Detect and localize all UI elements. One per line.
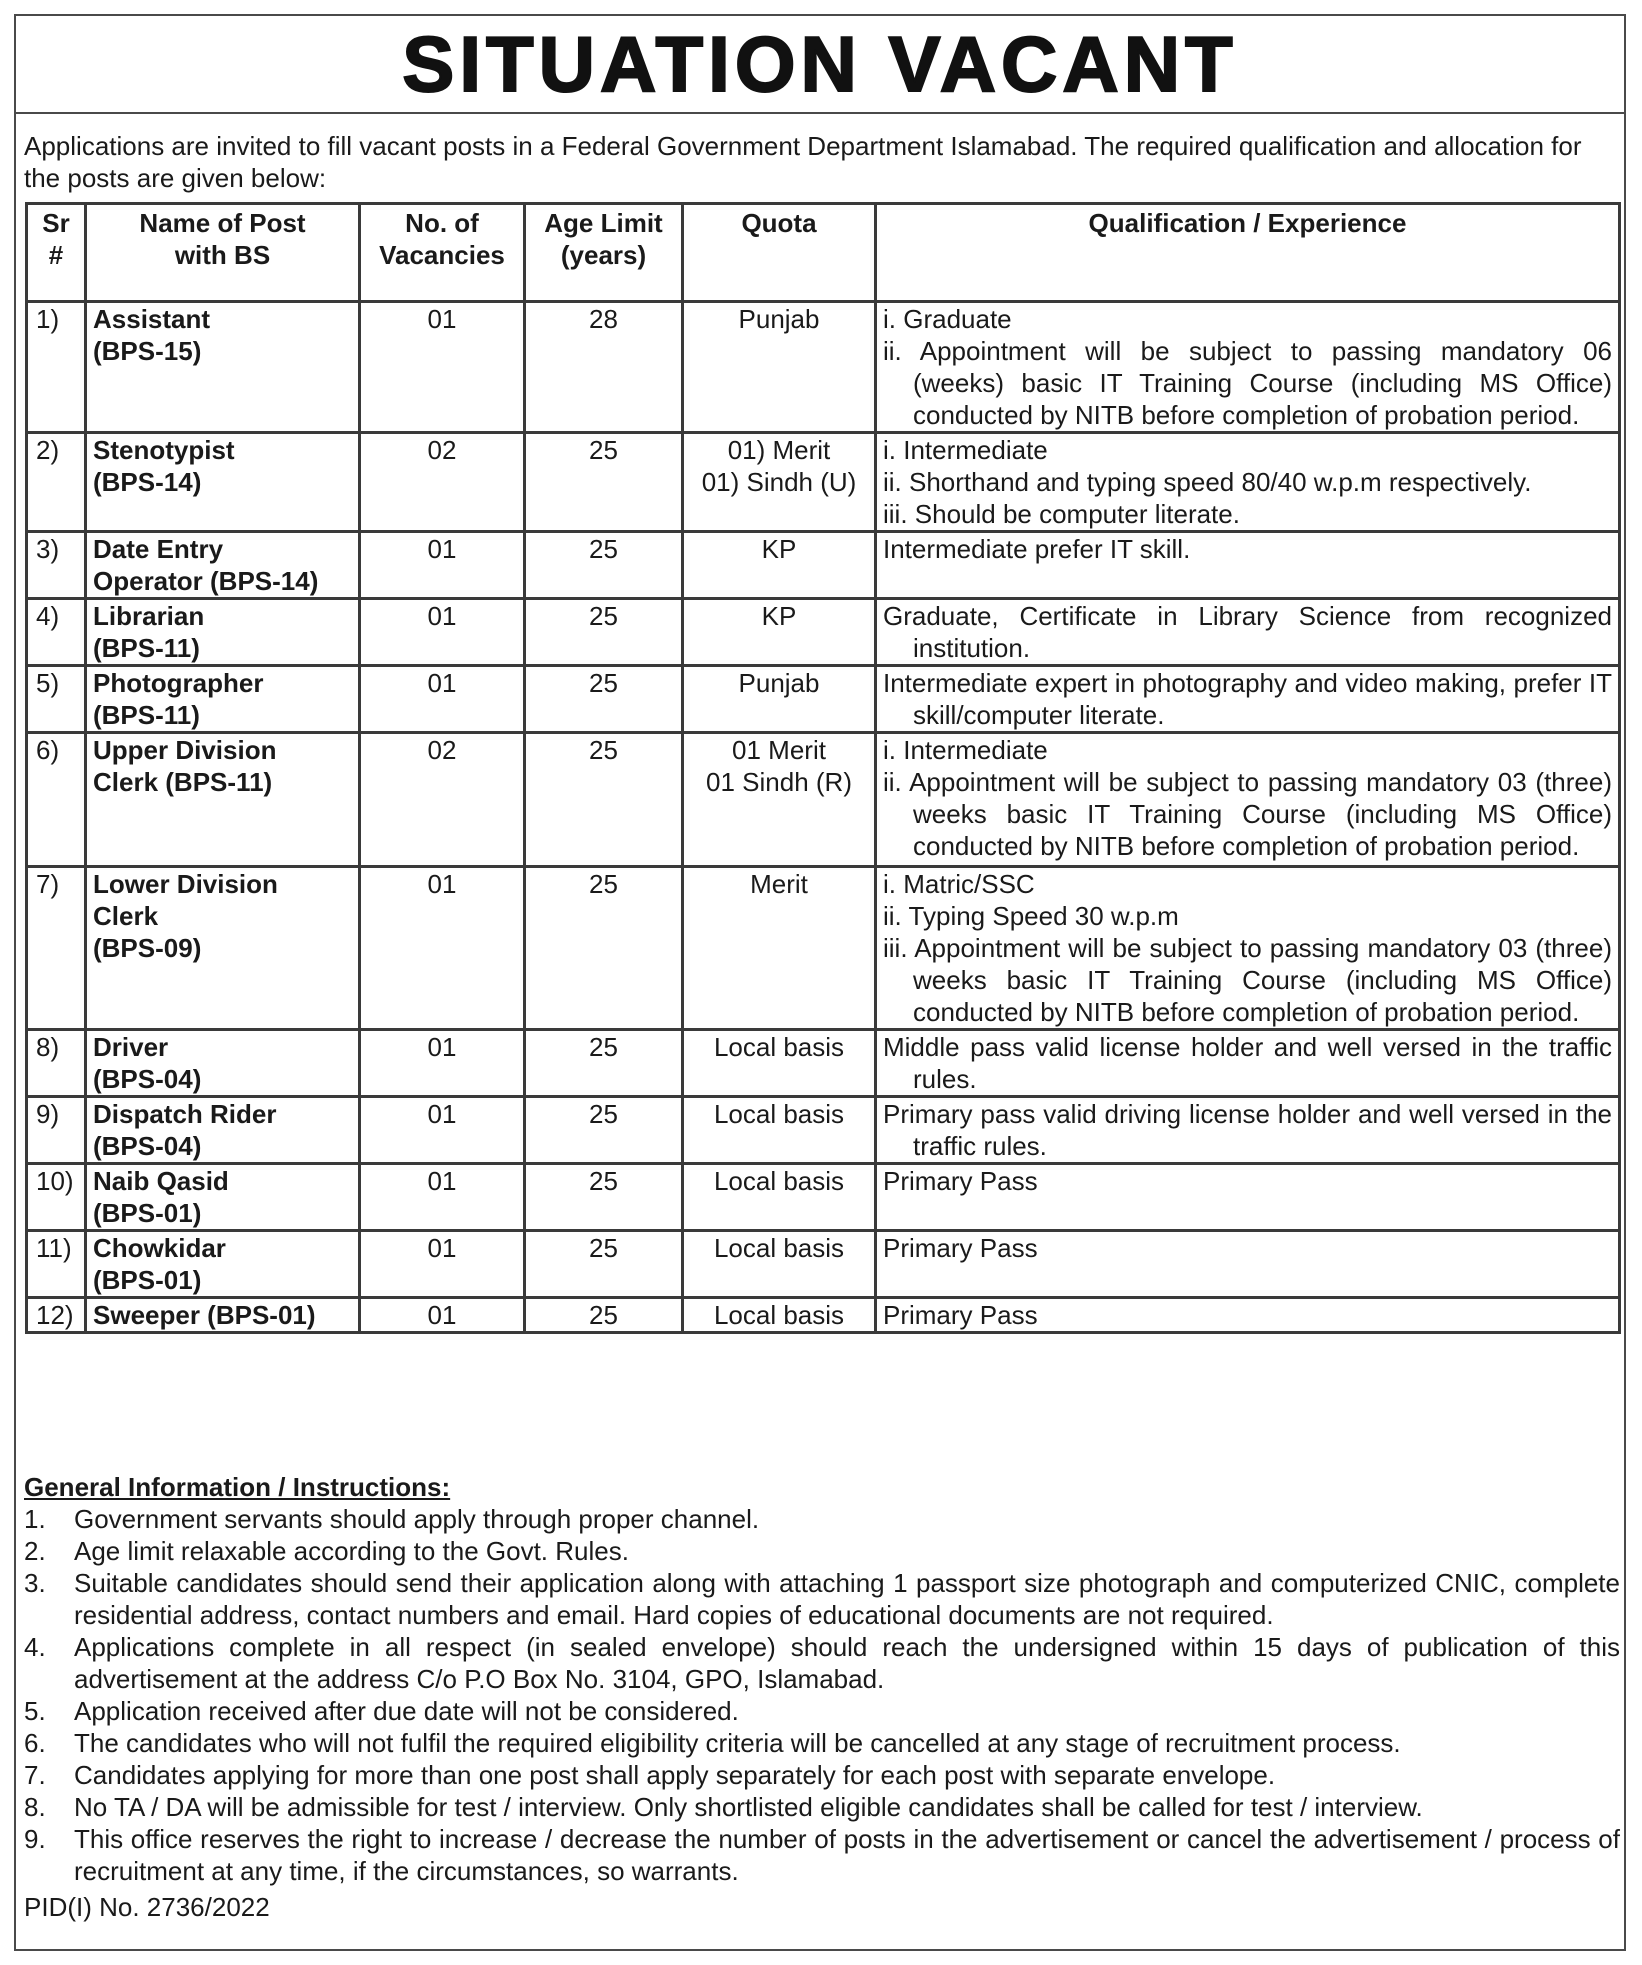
cell-qualification (876, 1164, 1620, 1231)
cell-qualification (876, 1097, 1620, 1164)
cell-vacancies: 02 (360, 733, 525, 867)
post-name-line: (BPS-15) (93, 336, 202, 366)
quota-line: 01 Sindh (R) (706, 767, 852, 797)
cell-sr: 11) (27, 1231, 86, 1298)
cell-qualification (876, 302, 1620, 433)
cell-vacancies: 01 (360, 1030, 525, 1097)
cell-quota (683, 1030, 876, 1097)
cell-qualification (876, 1030, 1620, 1097)
cell-vacancies: 01 (360, 1298, 525, 1333)
title-box (16, 16, 1624, 114)
post-name-line: Operator (BPS-14) (93, 566, 319, 596)
cell-vacancies: 01 (360, 599, 525, 666)
vacancies-table (25, 202, 1621, 1334)
intro-paragraph: Applications are invited to fill vacant posts in a Federal Government Department Islamabad. The required qualification and allocation for the posts are given below: (24, 131, 1582, 193)
quota-line: Local basis (713, 1099, 845, 1129)
post-name-line: (BPS-01) (93, 1265, 202, 1295)
cell-vacancies: 01 (360, 1097, 525, 1164)
cell-qualification (876, 1231, 1620, 1298)
cell-post-name (86, 1030, 360, 1097)
cell-sr: 1) (27, 302, 86, 433)
header-name (86, 204, 360, 302)
page-title: SITUATION VACANT (402, 20, 1238, 108)
cell-qualification (876, 532, 1620, 599)
cell-quota (683, 666, 876, 733)
instruction-item (24, 1567, 1620, 1631)
cell-post-name (86, 666, 360, 733)
post-name-line: (BPS-11) (93, 633, 200, 663)
quota-line: Punjab (738, 304, 820, 334)
cell-age-limit: 25 (525, 1164, 683, 1231)
instruction-number: 1. (24, 1504, 46, 1534)
table-header-row (27, 204, 1620, 302)
quota-line: 01) Sindh (U) (701, 467, 857, 497)
post-name-line: Assistant (93, 304, 211, 334)
cell-post-name (86, 867, 360, 1030)
cell-sr: 12) (27, 1298, 86, 1333)
cell-vacancies: 01 (360, 666, 525, 733)
cell-quota (683, 599, 876, 666)
post-name-line: Photographer (93, 668, 264, 698)
qualification-line: i. Matric/SSC (883, 869, 1035, 899)
instruction-item (24, 1823, 1620, 1887)
header-vacancies (360, 204, 525, 302)
instruction-text: Applications complete in all respect (in sealed envelope) should reach the undersigned within 15 days of publication of this advertisement at the address C/o P.O Box No. 3104, GPO, Islamabad. (74, 1632, 1620, 1694)
instructions-list (24, 1503, 1620, 1887)
pid-number: PID(I) No. 2736/2022 (24, 1892, 270, 1922)
instruction-number: 9. (24, 1824, 46, 1854)
cell-age-limit: 25 (525, 733, 683, 867)
table-row (27, 599, 1620, 666)
cell-sr: 7) (27, 867, 86, 1030)
table-row (27, 733, 1620, 867)
table-row (27, 666, 1620, 733)
instruction-item (24, 1503, 1620, 1535)
cell-sr: 2) (27, 433, 86, 532)
instruction-number: 2. (24, 1536, 46, 1566)
header-qualification: Qualification / Experience (876, 204, 1620, 302)
quota-line: KP (761, 534, 797, 564)
cell-quota (683, 867, 876, 1030)
cell-qualification (876, 433, 1620, 532)
cell-quota (683, 1231, 876, 1298)
cell-vacancies: 01 (360, 867, 525, 1030)
post-name-line: Dispatch Rider (93, 1099, 277, 1129)
quota-line: 01 Merit (732, 735, 826, 765)
qualification-line: ii. Appointment will be subject to passing mandatory 03 (three) weeks basic IT Training Course (including MS Office) conducted by NITB before completion of probation period. (883, 767, 1612, 861)
cell-vacancies: 01 (360, 532, 525, 599)
table-row (27, 1164, 1620, 1231)
post-name-line: Chowkidar (93, 1233, 226, 1263)
cell-sr: 9) (27, 1097, 86, 1164)
qualification-line: Primary pass valid driving license holder and well versed in the traffic rules. (883, 1099, 1612, 1161)
post-name-line: Upper Division (93, 735, 277, 765)
header-quota: Quota (683, 204, 876, 302)
post-name-line: Date Entry (93, 534, 224, 564)
qualification-line: Primary Pass (883, 1233, 1038, 1263)
quota-line: Local basis (713, 1032, 845, 1062)
cell-quota (683, 733, 876, 867)
instruction-text: Candidates applying for more than one post shall apply separately for each post with separate envelope. (74, 1760, 1276, 1790)
cell-quota (683, 1298, 876, 1333)
post-name-line: Sweeper (BPS-01) (93, 1300, 316, 1330)
qualification-line: Primary Pass (883, 1166, 1038, 1196)
instruction-number: 7. (24, 1760, 46, 1790)
post-name-line: (BPS-04) (93, 1131, 202, 1161)
header-vacancies-line: No. of (405, 208, 479, 238)
cell-qualification (876, 666, 1620, 733)
cell-qualification (876, 1298, 1620, 1333)
post-name-line: (BPS-01) (93, 1198, 202, 1228)
instruction-number: 3. (24, 1568, 46, 1598)
cell-age-limit: 25 (525, 433, 683, 532)
cell-age-limit: 25 (525, 1097, 683, 1164)
qualification-line: ii. Shorthand and typing speed 80/40 w.p.m respectively. (883, 467, 1532, 497)
instruction-number: 8. (24, 1792, 46, 1822)
header-age-line: Age Limit (544, 208, 663, 238)
cell-sr: 10) (27, 1164, 86, 1231)
header-vacancies-line: Vacancies (379, 240, 505, 270)
instruction-text: Application received after due date will not be considered. (74, 1696, 739, 1726)
instruction-number: 6. (24, 1728, 46, 1758)
table-row (27, 302, 1620, 433)
cell-qualification (876, 733, 1620, 867)
cell-post-name (86, 599, 360, 666)
cell-vacancies: 02 (360, 433, 525, 532)
qualification-line: iii. Should be computer literate. (883, 499, 1240, 529)
qualification-line: Primary Pass (883, 1300, 1038, 1330)
cell-age-limit: 25 (525, 532, 683, 599)
post-name-line: Clerk (93, 901, 159, 931)
header-age-line: (years) (560, 240, 647, 270)
header-name-line: Name of Post (139, 208, 306, 238)
qualification-line: i. Graduate (883, 304, 1012, 334)
cell-quota (683, 1164, 876, 1231)
table-row (27, 1231, 1620, 1298)
qualification-line: iii. Appointment will be subject to passing mandatory 03 (three) weeks basic IT Training Course (including MS Office) conducted by NITB before completion of probation period. (883, 933, 1612, 1027)
cell-vacancies: 01 (360, 1164, 525, 1231)
header-name-line: with BS (174, 240, 271, 270)
cell-quota (683, 302, 876, 433)
cell-post-name (86, 1097, 360, 1164)
cell-sr: 8) (27, 1030, 86, 1097)
instructions-heading: General Information / Instructions: (24, 1472, 451, 1502)
instruction-text: The candidates who will not fulfil the required eligibility criteria will be cancelled at any stage of recruitment process. (74, 1728, 1401, 1758)
cell-post-name (86, 433, 360, 532)
quota-line: KP (761, 601, 797, 631)
instruction-number: 4. (24, 1632, 46, 1662)
qualification-line: Graduate, Certificate in Library Science from recognized institution. (883, 601, 1612, 663)
qualification-line: ii. Typing Speed 30 w.p.m (883, 901, 1179, 931)
table-row (27, 532, 1620, 599)
header-sr (27, 204, 86, 302)
table-row (27, 433, 1620, 532)
table-row (27, 1030, 1620, 1097)
cell-qualification (876, 867, 1620, 1030)
qualification-line: Middle pass valid license holder and well versed in the traffic rules. (883, 1032, 1612, 1094)
cell-post-name (86, 1231, 360, 1298)
cell-sr: 6) (27, 733, 86, 867)
cell-age-limit: 25 (525, 1298, 683, 1333)
post-name-line: Stenotypist (93, 435, 235, 465)
quota-line: Punjab (738, 668, 820, 698)
cell-post-name (86, 1164, 360, 1231)
quota-line: Local basis (713, 1300, 845, 1330)
instruction-item (24, 1791, 1620, 1823)
cell-quota (683, 532, 876, 599)
quota-line: Merit (750, 869, 808, 899)
cell-age-limit: 25 (525, 599, 683, 666)
post-name-line: Clerk (BPS-11) (93, 767, 273, 797)
cell-sr: 3) (27, 532, 86, 599)
post-name-line: (BPS-11) (93, 700, 200, 730)
quota-line: Local basis (713, 1166, 845, 1196)
post-name-line: (BPS-09) (93, 933, 202, 963)
instruction-item (24, 1695, 1620, 1727)
cell-sr: 4) (27, 599, 86, 666)
instruction-number: 5. (24, 1696, 46, 1726)
instruction-text: This office reserves the right to increase / decrease the number of posts in the advertisement or cancel the advertisement / process of recruitment at any time, if the circumstances, so warrants. (74, 1824, 1620, 1886)
instruction-item (24, 1535, 1620, 1567)
table-body (27, 302, 1620, 1333)
qualification-line: i. Intermediate (883, 435, 1048, 465)
header-sr-line: Sr (42, 208, 70, 238)
qualification-line: Intermediate expert in photography and video making, prefer IT skill/computer literate. (883, 668, 1612, 730)
general-instructions (24, 1471, 1620, 1887)
cell-post-name (86, 733, 360, 867)
post-name-line: (BPS-14) (93, 467, 202, 497)
post-name-line: Driver (93, 1032, 169, 1062)
instruction-item (24, 1727, 1620, 1759)
cell-age-limit: 25 (525, 666, 683, 733)
post-name-line: (BPS-04) (93, 1064, 202, 1094)
table-row (27, 867, 1620, 1030)
advertisement-sheet (14, 14, 1626, 1951)
qualification-line: i. Intermediate (883, 735, 1048, 765)
cell-vacancies: 01 (360, 302, 525, 433)
instruction-text: No TA / DA will be admissible for test / interview. Only shortlisted eligible candidates shall be called for test / interview. (74, 1792, 1423, 1822)
quota-line: Local basis (713, 1233, 845, 1263)
cell-sr: 5) (27, 666, 86, 733)
cell-post-name (86, 302, 360, 433)
quota-line: 01) Merit (727, 435, 831, 465)
cell-vacancies: 01 (360, 1231, 525, 1298)
table-row (27, 1097, 1620, 1164)
cell-quota (683, 433, 876, 532)
header-age (525, 204, 683, 302)
instruction-text: Suitable candidates should send their application along with attaching 1 passport size photograph and computerized CNIC, complete residential address, contact numbers and email. Hard copies of educational documents are not required. (74, 1568, 1620, 1630)
cell-age-limit: 25 (525, 1231, 683, 1298)
post-name-line: Lower Division (93, 869, 278, 899)
cell-qualification (876, 599, 1620, 666)
cell-post-name (86, 1298, 360, 1333)
instruction-text: Age limit relaxable according to the Govt. Rules. (74, 1536, 629, 1566)
instruction-text: Government servants should apply through proper channel. (74, 1504, 760, 1534)
cell-age-limit: 28 (525, 302, 683, 433)
instruction-item (24, 1759, 1620, 1791)
cell-quota (683, 1097, 876, 1164)
instruction-item (24, 1631, 1620, 1695)
cell-post-name (86, 532, 360, 599)
header-sr-line: # (48, 240, 64, 270)
post-name-line: Naib Qasid (93, 1166, 229, 1196)
qualification-line: Intermediate prefer IT skill. (883, 534, 1191, 564)
table-row (27, 1298, 1620, 1333)
cell-age-limit: 25 (525, 867, 683, 1030)
qualification-line: ii. Appointment will be subject to passing mandatory 06 (weeks) basic IT Training Course (including MS Office) conducted by NITB before completion of probation period. (883, 336, 1612, 430)
post-name-line: Librarian (93, 601, 205, 631)
cell-age-limit: 25 (525, 1030, 683, 1097)
